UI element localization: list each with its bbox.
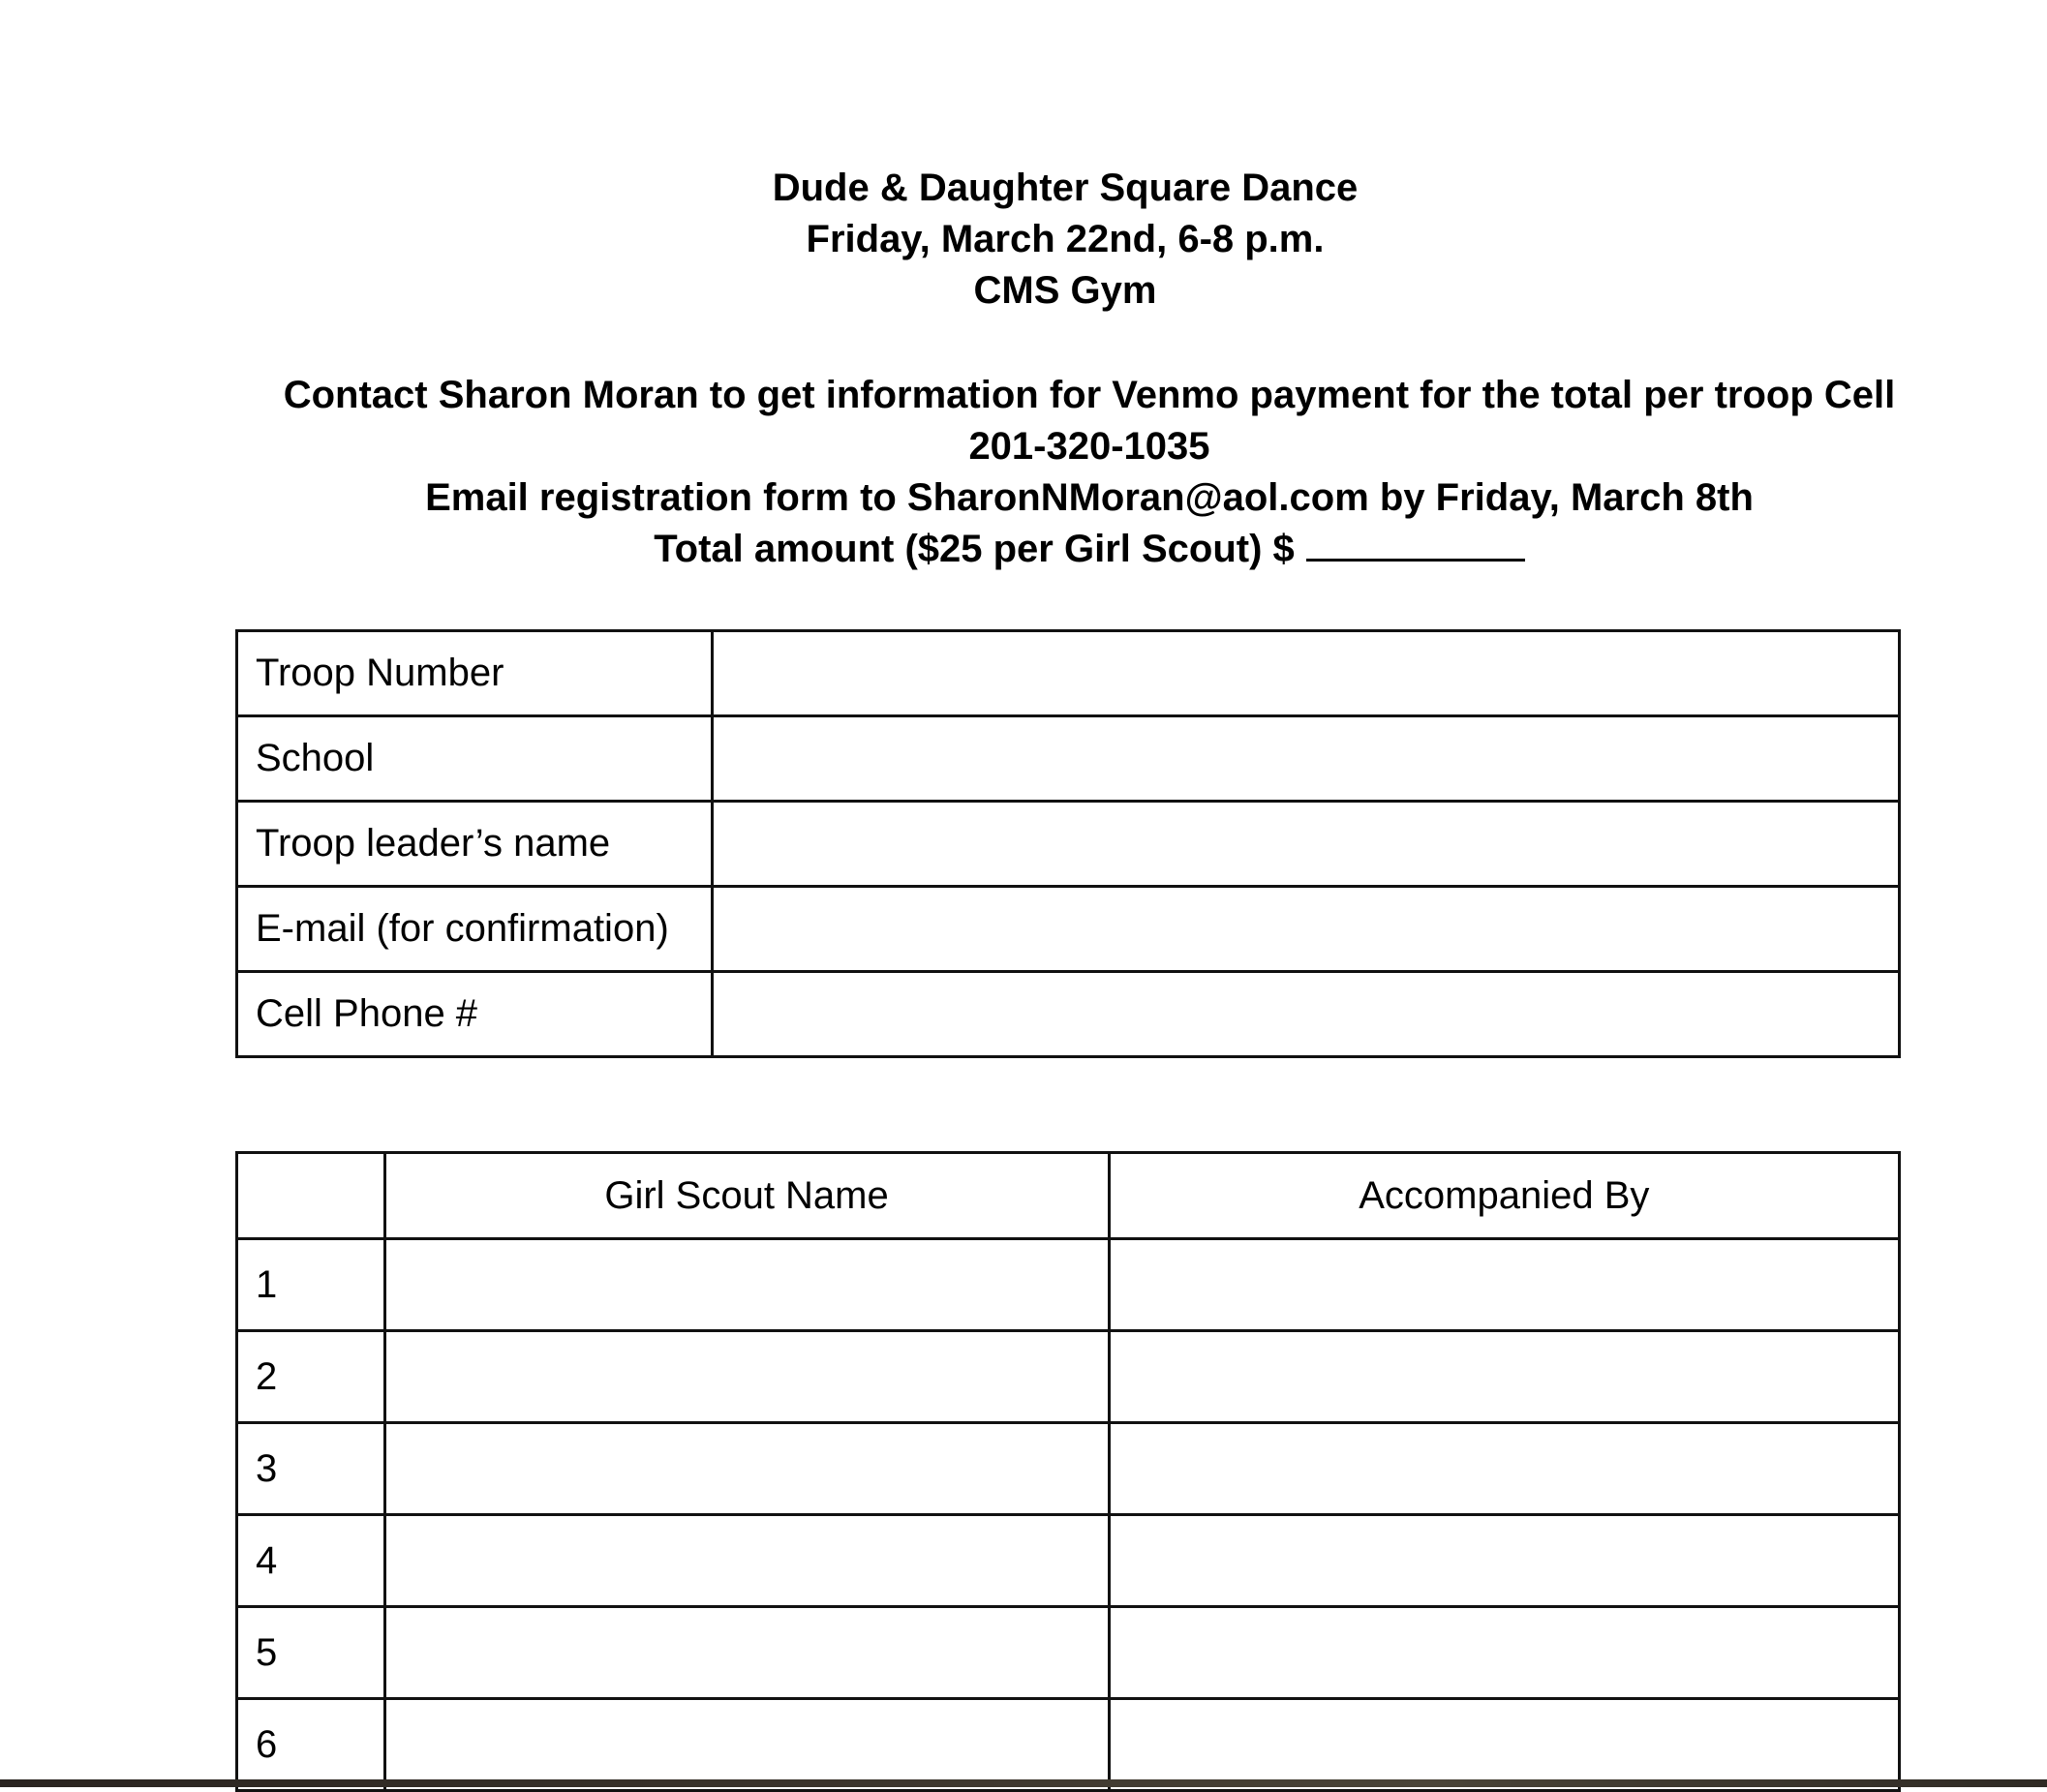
girl-scout-roster-table: [235, 1151, 1901, 1792]
school-field[interactable]: [713, 716, 1900, 802]
total-amount-blank[interactable]: [1306, 524, 1525, 562]
contact-phone: 201-320-1035: [968, 425, 1210, 468]
email-instruction: Email registration form to SharonNMoran@aol.com by Friday, March 8th: [425, 476, 1754, 519]
table-row: [237, 972, 1900, 1057]
accompanied-by-cell[interactable]: [1109, 1239, 1899, 1331]
cell-phone-label: Cell Phone #: [237, 972, 713, 1057]
table-row: [237, 802, 1900, 887]
accompanied-by-cell[interactable]: [1109, 1423, 1899, 1515]
event-title: Dude & Daughter Square Dance: [772, 167, 1359, 209]
accompanied-by-header: Accompanied By: [1109, 1153, 1899, 1239]
total-amount-label: Total amount ($25 per Girl Scout) $: [654, 528, 1295, 570]
email-field[interactable]: [713, 887, 1900, 972]
table-row: [237, 1423, 1900, 1515]
table-row: [237, 1515, 1900, 1607]
accompanied-by-cell[interactable]: [1109, 1607, 1899, 1699]
total-amount-line: [271, 524, 1908, 575]
event-location: CMS Gym: [973, 269, 1157, 312]
accompanied-by-cell[interactable]: [1109, 1515, 1899, 1607]
school-label: School: [237, 716, 713, 802]
girl-scout-name-cell[interactable]: [384, 1331, 1109, 1423]
contact-line: Contact Sharon Moran to get information for Venmo payment for the total per troop Cell: [283, 374, 1896, 416]
table-row: [237, 716, 1900, 802]
row-number: 1: [237, 1239, 385, 1331]
row-number: 2: [237, 1331, 385, 1423]
roster-header-row: [237, 1153, 1900, 1239]
girl-scout-name-cell[interactable]: [384, 1423, 1109, 1515]
table-row: [237, 631, 1900, 716]
troop-leader-label: Troop leader’s name: [237, 802, 713, 887]
table-row: [237, 1239, 1900, 1331]
accompanied-by-cell[interactable]: [1109, 1699, 1899, 1791]
troop-number-label: Troop Number: [237, 631, 713, 716]
row-number: 4: [237, 1515, 385, 1607]
girl-scout-name-cell[interactable]: [384, 1515, 1109, 1607]
event-title-block: [0, 163, 2047, 317]
background-edge-strip: [0, 1779, 2047, 1787]
girl-scout-name-cell[interactable]: [384, 1607, 1109, 1699]
table-row: [237, 887, 1900, 972]
row-number: 5: [237, 1607, 385, 1699]
troop-number-field[interactable]: [713, 631, 1900, 716]
row-number: 3: [237, 1423, 385, 1515]
table-row: [237, 1699, 1900, 1791]
row-number: 6: [237, 1699, 385, 1791]
event-date: Friday, March 22nd, 6-8 p.m.: [806, 218, 1325, 260]
number-column-header: [237, 1153, 385, 1239]
troop-info-table: [235, 629, 1901, 1058]
girl-scout-name-cell[interactable]: [384, 1699, 1109, 1791]
girl-scout-name-cell[interactable]: [384, 1239, 1109, 1331]
table-row: [237, 1607, 1900, 1699]
accompanied-by-cell[interactable]: [1109, 1331, 1899, 1423]
girl-scout-name-header: Girl Scout Name: [384, 1153, 1109, 1239]
troop-leader-field[interactable]: [713, 802, 1900, 887]
cell-phone-field[interactable]: [713, 972, 1900, 1057]
table-row: [237, 1331, 1900, 1423]
contact-block: [271, 370, 1908, 575]
email-label: E-mail (for confirmation): [237, 887, 713, 972]
